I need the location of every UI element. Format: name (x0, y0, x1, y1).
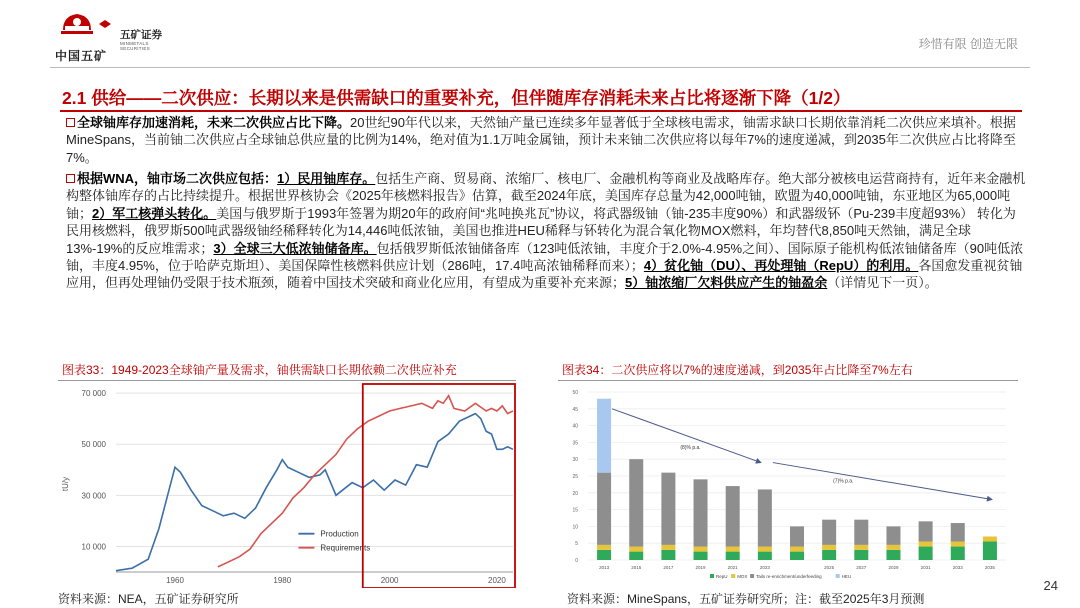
bar-segment-mox (983, 536, 997, 541)
figure33-divider (58, 380, 516, 381)
title-underline (60, 110, 1022, 112)
x-tick-label: 2017 (663, 565, 674, 570)
figure34-source: 资料来源：MineSpans，五矿证券研究所；注：截至2025年3月预测 (567, 592, 925, 606)
item-body: 美国与俄罗斯于1993年签署为期20年的政府间“兆吨换兆瓦”协议，将武器级铀（铀-235丰度90%）和武器级钚（Pu-239丰度超93%） 转化为民用核燃料，俄罗斯500吨武器级铀经稀释转化为14,446吨低浓铀，美国也推进HEU稀释与钚转化为混合氧化物MOX燃料，年均替代8,850吨天然铀，满足全球13%-19%的反应堆需求； (66, 205, 1016, 256)
square-bullet-icon (66, 174, 75, 183)
paragraph-lead: 全球铀库存加速消耗，未来二次供应占比下降。 (77, 115, 351, 130)
bar-segment-heu (597, 399, 611, 473)
x-tick-label: 2000 (380, 576, 399, 585)
x-tick-label: 2033 (952, 565, 963, 570)
item-title: 5）铀浓缩厂欠料供应产生的铀盈余 (625, 275, 828, 291)
legend-label: Requirements (320, 543, 371, 553)
bar-segment-mox (661, 545, 675, 550)
secondary-supply-forecast-chart (560, 382, 1016, 588)
bar-segment-repu (983, 542, 997, 560)
logo-text: 中国五矿 (55, 49, 108, 63)
figure33-title: 图表33：1949-2023全球铀产量及需求，铀供需缺口长期依赖二次供应补充 (62, 363, 457, 377)
uranium-supply-demand-chart (58, 382, 518, 588)
y-tick-label: 30 (572, 457, 578, 464)
item-body: 包括生产商、贸易商、浓缩厂、核电厂、金融机构等商业及战略库存。绝大部分被核电运营商持有，近年来金融机构整体铀库存的占比持续提升。根据世界核协会《2025年核燃料报告》估算，截至2024年底，美国库存总量为42,000吨铀，欧盟为40,000吨铀，东亚地区为65,000吨铀； (66, 171, 1026, 221)
y-tick-label: 5 (575, 541, 578, 548)
bar-segment-repu (886, 550, 900, 560)
bar-segment-tails (726, 486, 740, 546)
bar-segment-repu (694, 552, 708, 560)
bar-segment-tails (919, 521, 933, 541)
x-tick-label: 2021 (727, 565, 738, 570)
bar-segment-tails (758, 489, 772, 546)
y-tick-label: 50 (572, 390, 578, 396)
y-axis-label: tU/y (61, 476, 70, 492)
y-tick-label: 10 (572, 524, 578, 531)
figure34-title: 图表34：二次供应将以7%的速度递减，到2035年占比降至7%左右 (562, 363, 913, 377)
legend-label: Tails re-enrichment/underfeeding (756, 574, 822, 579)
item-body: （详情见下一页）。 (827, 275, 938, 291)
x-tick-label: 2027 (856, 565, 867, 570)
y-tick-label: 15 (572, 507, 578, 514)
bar-segment-tails (951, 523, 965, 541)
paragraph-lead: 根据WNA，铀市场二次供应包括： (77, 171, 278, 186)
legend-label: MOX (737, 574, 748, 579)
company-logo (55, 10, 175, 62)
bar-segment-mox (758, 547, 772, 552)
figure34-divider (558, 380, 1018, 381)
paragraph-secondary-supply (66, 170, 1026, 292)
page-number: 24 (1043, 578, 1058, 593)
bar-segment-mox (790, 547, 804, 552)
x-tick-label: 2019 (695, 565, 706, 570)
y-tick-label: 20 (572, 490, 578, 497)
header-divider (50, 67, 1030, 68)
x-tick-label: 1980 (273, 576, 292, 585)
bar-segment-tails (854, 520, 868, 545)
legend-swatch (750, 574, 754, 578)
x-tick-label: 2029 (888, 565, 899, 570)
x-tick-label: 2015 (631, 565, 642, 570)
bar-segment-repu (726, 552, 740, 560)
bar-segment-repu (790, 552, 804, 560)
figure33-source: 资料来源：NEA，五矿证券研究所 (58, 592, 239, 606)
page-title: 2.1 供给——二次供应：长期以来是供需缺口的重要补充，但伴随库存消耗未来占比将逐渐下降（1/2） (62, 88, 851, 108)
y-tick-label: 25 (572, 474, 578, 480)
bar-segment-mox (629, 547, 643, 552)
y-tick-label: 35 (572, 440, 578, 447)
legend-label: RepU (716, 574, 728, 579)
bar-segment-repu (822, 550, 836, 560)
series-line-production (116, 414, 513, 571)
item-title: 3）全球三大低浓铀储备库。 (213, 240, 377, 256)
legend-label: Production (320, 529, 359, 539)
item-title: 1）民用铀库存。 (277, 171, 376, 186)
bar-segment-tails (886, 526, 900, 544)
bar-segment-mox (919, 542, 933, 547)
annotation-label: (8)% p.a. (680, 445, 701, 452)
bar-segment-mox (597, 545, 611, 550)
logo-emblem-icon (55, 10, 115, 46)
slogan: 珍惜有限 创造无限 (918, 37, 1018, 51)
y-tick-label: 0 (575, 558, 578, 564)
bar-segment-repu (661, 550, 675, 560)
bar-segment-tails (822, 520, 836, 545)
bar-segment-tails (790, 526, 804, 546)
bar-segment-repu (629, 552, 643, 560)
x-tick-label: 2031 (920, 565, 931, 570)
paragraph-inventory (66, 114, 1026, 166)
bar-segment-repu (597, 550, 611, 560)
series-line-requirements (218, 396, 513, 567)
x-tick-label: 2013 (599, 565, 610, 570)
item-title: 2）军工核弹头转化。 (92, 205, 217, 221)
trend-arrow (773, 463, 992, 500)
trend-arrow (612, 409, 761, 463)
bar-segment-repu (919, 547, 933, 560)
bar-segment-tails (694, 479, 708, 546)
x-tick-label: 2020 (488, 576, 506, 585)
bar-segment-repu (758, 552, 772, 560)
legend-label: HEU (841, 574, 852, 579)
bar-segment-mox (886, 545, 900, 550)
bar-segment-tails (661, 473, 675, 545)
legend-swatch (731, 574, 735, 578)
paragraph-body: 20世纪90年代以来，天然铀产量已连续多年显著低于全球核电需求，铀需求缺口长期依靠消耗二次供应来填补。根据MineSpans，当前铀二次供应占全球铀总供应量的比例为14%，绝对值为1.1万吨金属铀，预计未来铀二次供应将以每年7%的速度递减，到2035年二次供应占比将降至7%。 (66, 115, 1016, 165)
bar-segment-repu (854, 550, 868, 560)
bar-segment-mox (726, 547, 740, 552)
y-tick-label: 40 (572, 423, 578, 430)
item-body: 包括俄罗斯低浓铀储备库（123吨低浓铀，丰度介于2.0%-4.95%之间）、国际原子能机构低浓铀储备库（90吨低浓铀，丰度4.95%，位于哈萨克斯坦）、美国保障性核燃料供应计划（286吨，17.4吨高浓铀稀释而来）； (66, 240, 1024, 274)
x-tick-label: 1960 (166, 576, 184, 585)
y-tick-label: 70 000 (81, 389, 106, 399)
square-bullet-icon (66, 118, 75, 127)
bar-segment-repu (951, 547, 965, 560)
item-title: 4）贫化铀（DU）、再处理铀（RepU）的利用。 (643, 258, 919, 274)
y-tick-label: 45 (572, 406, 578, 413)
y-tick-label: 50 000 (81, 440, 106, 450)
x-tick-label: 2035 (984, 565, 995, 570)
x-tick-label: 2025 (824, 565, 835, 570)
bar-segment-tails (597, 473, 611, 545)
legend-swatch (836, 574, 840, 578)
y-tick-label: 30 000 (81, 491, 106, 501)
bar-segment-mox (854, 545, 868, 550)
x-tick-label: 2023 (759, 565, 770, 570)
y-tick-label: 10 000 (81, 542, 106, 552)
securities-en: MINMETALS SECURITIES (120, 41, 151, 51)
bar-segment-mox (694, 547, 708, 552)
annotation-label: (7)% p.a. (833, 478, 854, 485)
bar-segment-mox (822, 545, 836, 550)
highlight-box (363, 384, 515, 588)
securities-name: 五矿证券 (120, 29, 162, 41)
legend-swatch (710, 574, 714, 578)
bar-segment-mox (951, 542, 965, 547)
bar-segment-tails (629, 459, 643, 546)
item-body: 各国愈发重视贫铀应用，但再处理铀仍受限于技术瓶颈，随着中国技术突破和商业化应用，有望成为重要补充来源； (66, 258, 1023, 291)
